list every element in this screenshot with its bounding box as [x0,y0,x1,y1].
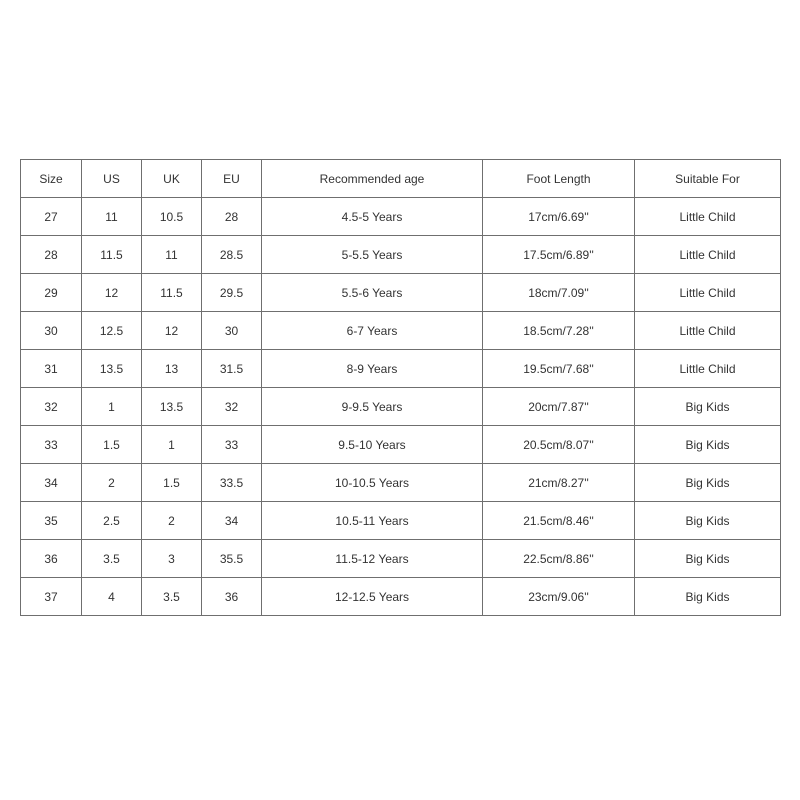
cell-us: 12.5 [82,312,142,350]
cell-suitable-for: Little Child [635,350,781,388]
header-us: US [82,160,142,198]
cell-size: 37 [21,578,82,616]
cell-foot-length: 20.5cm/8.07'' [483,426,635,464]
cell-uk: 12 [142,312,202,350]
cell-eu: 32 [202,388,262,426]
cell-recommended-age: 11.5-12 Years [262,540,483,578]
cell-uk: 11 [142,236,202,274]
table-header-row [21,160,781,198]
table-row [21,312,781,350]
cell-size: 33 [21,426,82,464]
cell-us: 11 [82,198,142,236]
cell-size: 27 [21,198,82,236]
cell-uk: 3.5 [142,578,202,616]
cell-uk: 3 [142,540,202,578]
cell-suitable-for: Little Child [635,312,781,350]
cell-eu: 29.5 [202,274,262,312]
cell-foot-length: 22.5cm/8.86'' [483,540,635,578]
cell-recommended-age: 9-9.5 Years [262,388,483,426]
cell-suitable-for: Big Kids [635,464,781,502]
table-row [21,502,781,540]
table-row [21,274,781,312]
cell-suitable-for: Big Kids [635,578,781,616]
cell-size: 30 [21,312,82,350]
cell-uk: 1 [142,426,202,464]
cell-eu: 30 [202,312,262,350]
cell-suitable-for: Big Kids [635,388,781,426]
cell-us: 13.5 [82,350,142,388]
header-recommended-age: Recommended age [262,160,483,198]
cell-eu: 36 [202,578,262,616]
cell-foot-length: 17.5cm/6.89'' [483,236,635,274]
cell-recommended-age: 5.5-6 Years [262,274,483,312]
cell-foot-length: 18cm/7.09'' [483,274,635,312]
size-chart-table [20,159,781,616]
cell-foot-length: 21.5cm/8.46'' [483,502,635,540]
cell-suitable-for: Big Kids [635,540,781,578]
table-row [21,198,781,236]
cell-uk: 13.5 [142,388,202,426]
cell-us: 2 [82,464,142,502]
cell-us: 3.5 [82,540,142,578]
cell-recommended-age: 4.5-5 Years [262,198,483,236]
cell-foot-length: 18.5cm/7.28'' [483,312,635,350]
cell-suitable-for: Little Child [635,274,781,312]
cell-suitable-for: Little Child [635,236,781,274]
cell-suitable-for: Big Kids [635,502,781,540]
cell-uk: 13 [142,350,202,388]
table-row [21,350,781,388]
cell-size: 35 [21,502,82,540]
cell-recommended-age: 9.5-10 Years [262,426,483,464]
cell-uk: 10.5 [142,198,202,236]
cell-uk: 1.5 [142,464,202,502]
header-size: Size [21,160,82,198]
cell-recommended-age: 10.5-11 Years [262,502,483,540]
table-row [21,388,781,426]
cell-eu: 33 [202,426,262,464]
cell-size: 29 [21,274,82,312]
table-row [21,236,781,274]
header-eu: EU [202,160,262,198]
table-row [21,578,781,616]
cell-foot-length: 23cm/9.06'' [483,578,635,616]
header-suitable-for: Suitable For [635,160,781,198]
cell-suitable-for: Big Kids [635,426,781,464]
cell-foot-length: 17cm/6.69'' [483,198,635,236]
cell-us: 1.5 [82,426,142,464]
cell-us: 11.5 [82,236,142,274]
header-uk: UK [142,160,202,198]
cell-size: 28 [21,236,82,274]
cell-us: 12 [82,274,142,312]
cell-eu: 28.5 [202,236,262,274]
cell-recommended-age: 5-5.5 Years [262,236,483,274]
cell-eu: 34 [202,502,262,540]
cell-foot-length: 20cm/7.87'' [483,388,635,426]
cell-size: 32 [21,388,82,426]
cell-us: 1 [82,388,142,426]
cell-us: 2.5 [82,502,142,540]
cell-eu: 33.5 [202,464,262,502]
cell-size: 36 [21,540,82,578]
table-row [21,464,781,502]
cell-eu: 31.5 [202,350,262,388]
table-row [21,540,781,578]
cell-suitable-for: Little Child [635,198,781,236]
table-row [21,426,781,464]
cell-recommended-age: 10-10.5 Years [262,464,483,502]
cell-foot-length: 21cm/8.27'' [483,464,635,502]
header-foot-length: Foot Length [483,160,635,198]
cell-eu: 35.5 [202,540,262,578]
cell-size: 34 [21,464,82,502]
cell-recommended-age: 8-9 Years [262,350,483,388]
cell-us: 4 [82,578,142,616]
cell-uk: 11.5 [142,274,202,312]
cell-recommended-age: 6-7 Years [262,312,483,350]
cell-size: 31 [21,350,82,388]
cell-eu: 28 [202,198,262,236]
cell-uk: 2 [142,502,202,540]
cell-foot-length: 19.5cm/7.68'' [483,350,635,388]
cell-recommended-age: 12-12.5 Years [262,578,483,616]
